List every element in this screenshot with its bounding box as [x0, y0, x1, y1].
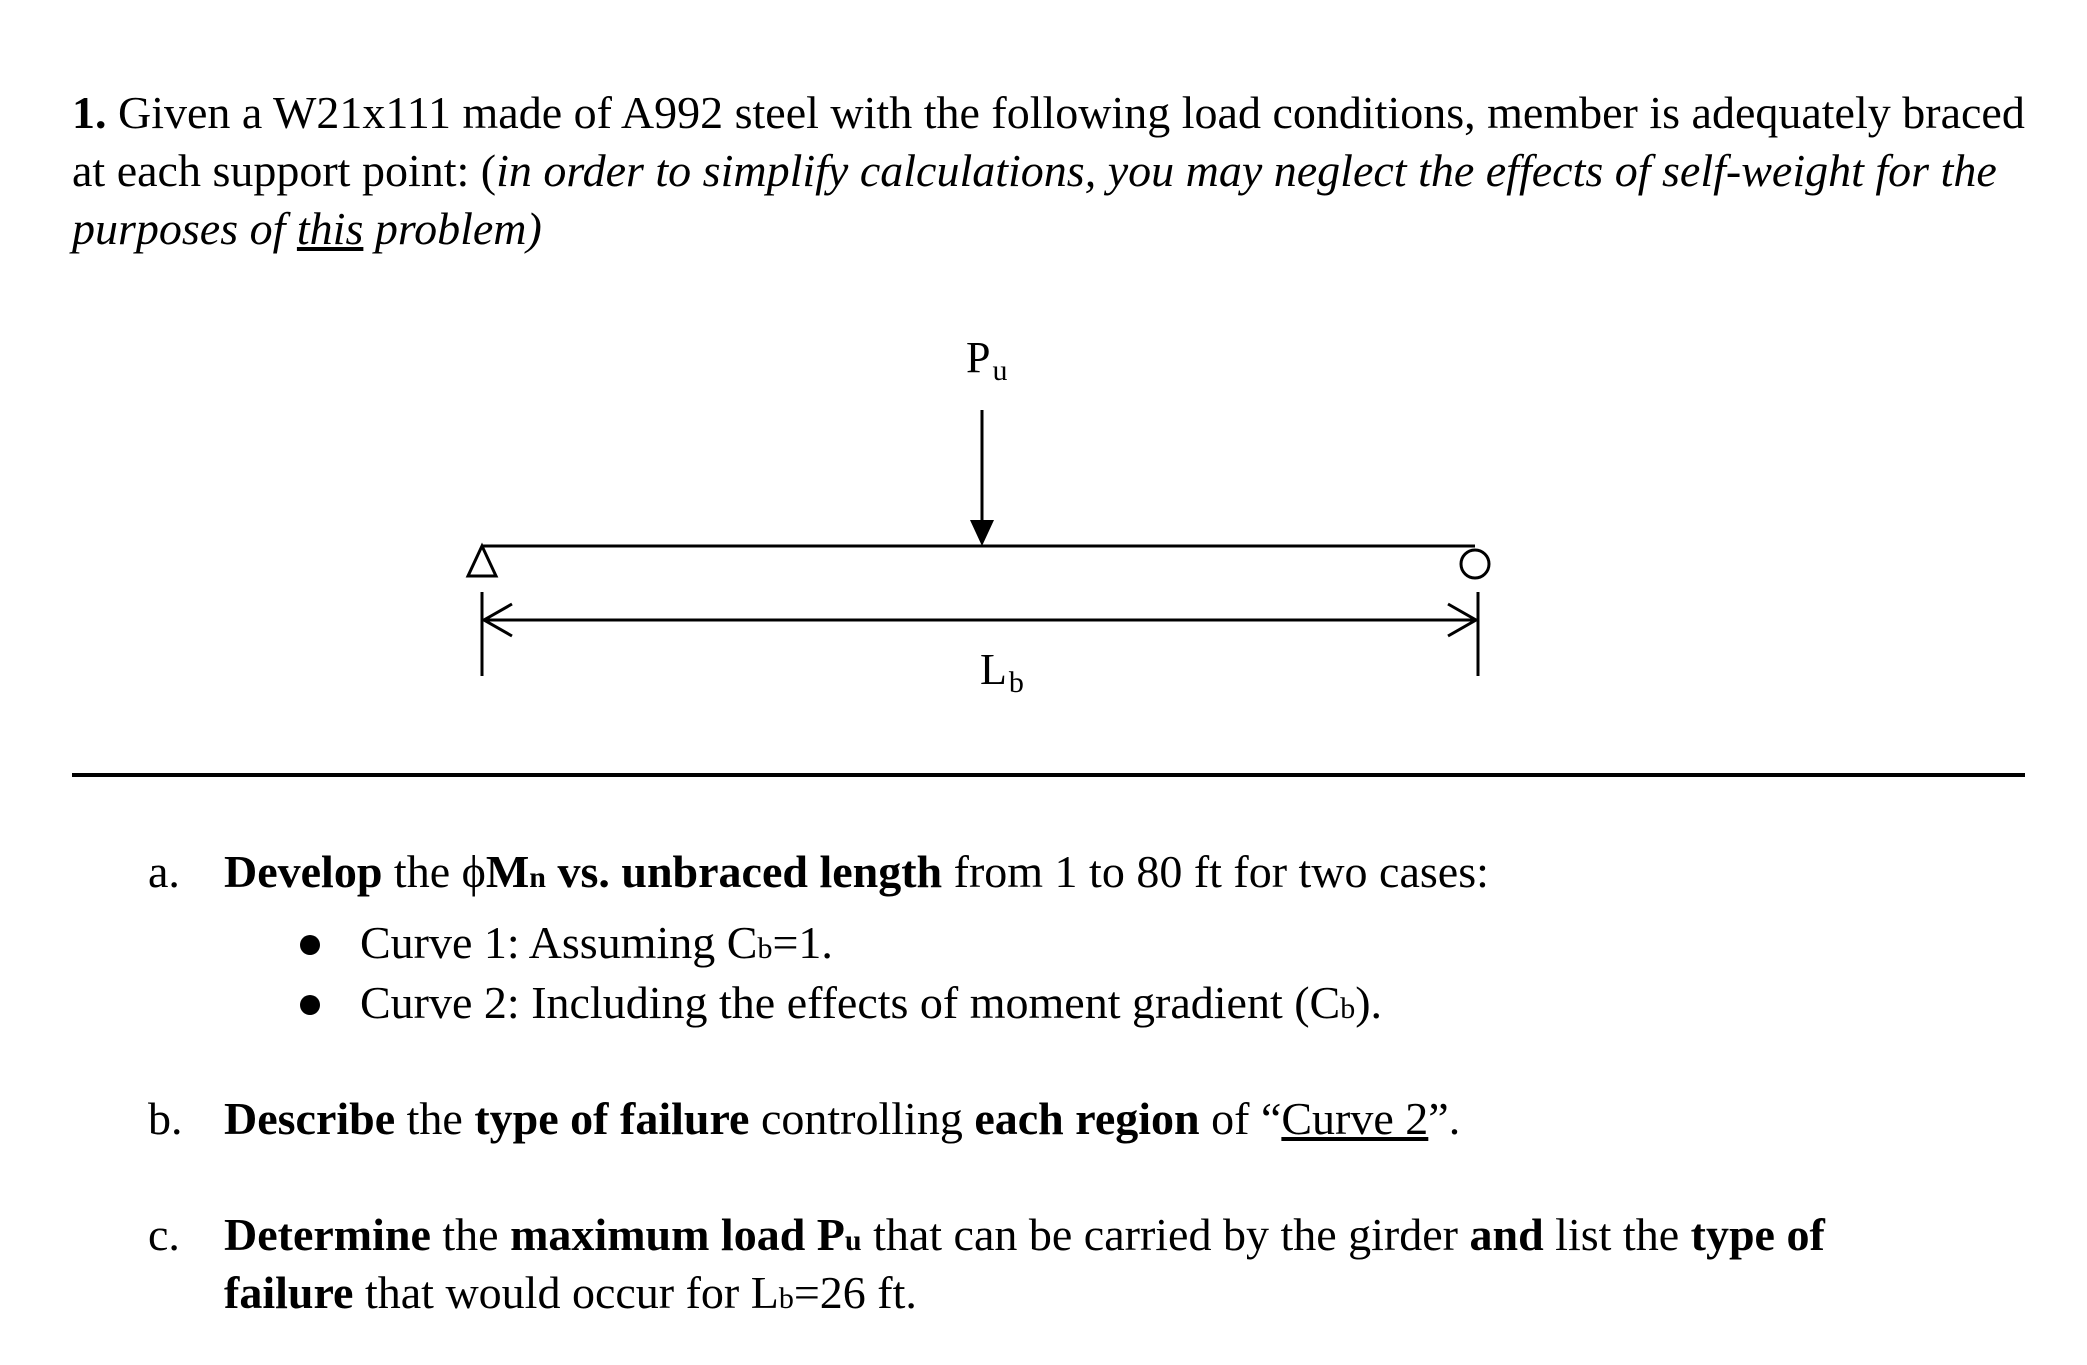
- part-a-letter: a.: [148, 846, 180, 897]
- section-divider: [72, 773, 2025, 777]
- problem-text: Given a W21x111 made of A992 steel with the following load conditions, member is adequately braced at each support point: (: [72, 87, 2025, 196]
- part-c: [148, 1206, 2028, 1326]
- load-label: Pu: [966, 333, 1008, 387]
- problem-note-underlined: this: [296, 203, 364, 254]
- bullet-icon: [300, 935, 320, 955]
- problem-note-italic-end: problem): [363, 203, 542, 254]
- bullet-icon: [300, 995, 320, 1015]
- part-b-text: Describe the type of failure controlling each region of “Curve 2”.: [224, 1093, 1461, 1144]
- phi-symbol: ϕ: [461, 846, 486, 897]
- roller-support-icon: [1461, 550, 1489, 578]
- pin-support-icon: [468, 546, 496, 576]
- part-c-text-line2: failure that would occur for Lb=26 ft.: [224, 1267, 917, 1318]
- problem-note-italic: in order to simplify calculations, you may neglect the effects of self-weight for the purposes of: [72, 145, 1997, 254]
- part-a: [148, 843, 2028, 903]
- part-b-letter: b.: [148, 1093, 183, 1144]
- bullet-text: Curve 2: Including the effects of moment gradient (Cb).: [360, 977, 1383, 1028]
- bullet-text: Curve 1: Assuming Cb=1.: [360, 917, 833, 968]
- part-c-text-line1: Determine the maximum load Pu that can be carried by the girder and list the type of: [224, 1209, 1825, 1260]
- part-b: [148, 1090, 2028, 1150]
- problem-number: 1.: [72, 87, 107, 138]
- length-label: Lb: [980, 645, 1024, 699]
- part-a-text: Develop the ϕMn vs. unbraced length from 1 to 80 ft for two cases:: [224, 846, 1489, 897]
- part-c-letter: c.: [148, 1209, 180, 1260]
- load-arrow-head-icon: [970, 520, 994, 546]
